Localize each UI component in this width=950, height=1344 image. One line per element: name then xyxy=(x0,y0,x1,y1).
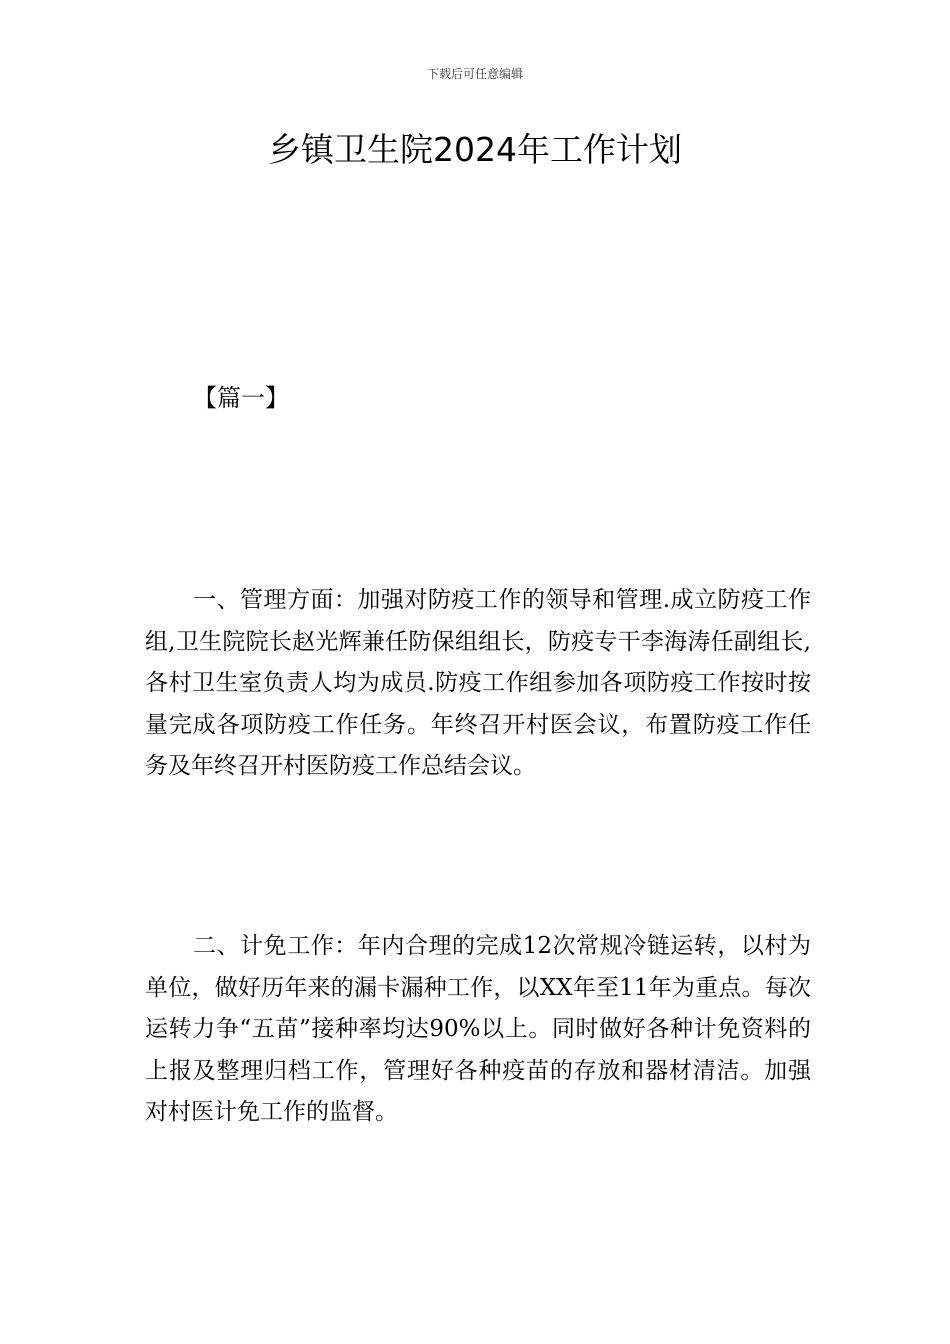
paragraph-management: 一、管理方面：加强对防疫工作的领导和管理.成立防疫工作组,卫生院院长赵光辉兼任防保组组长，防疫专干李海涛任副组长,各村卫生室负责人均为成员.防疫工作组参加各项防疫工作按时按量完成各项防疫工作任务。年终召开村医会议，布置防疫工作任务及年终召开村医防疫工作总结会议。 xyxy=(145,587,811,780)
document-title: 乡镇卫生院2024年工作计划 xyxy=(268,130,682,169)
section-label: 【篇一】 xyxy=(193,384,289,412)
header-note: 下载后可任意编辑 xyxy=(426,67,523,81)
paragraph-immunization: 二、计免工作：年内合理的完成12次常规冷链运转，以村为单位，做好历年来的漏卡漏种工作，以XX年至11年为重点。每次运转力争“五苗”接种率均达90%以上。同时做好各种计免资料的上报及整理归档工作，管理好各种疫苗的存放和器材清洁。加强对村医计免工作的监督。 xyxy=(145,933,811,1126)
